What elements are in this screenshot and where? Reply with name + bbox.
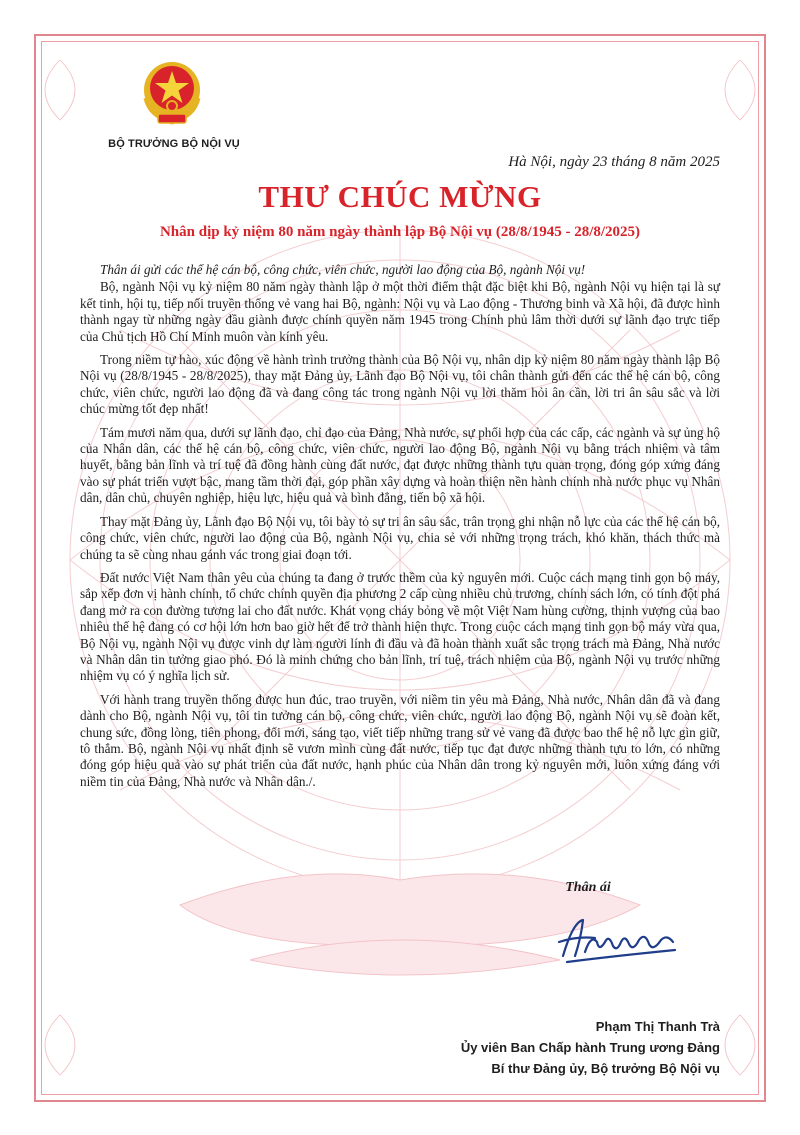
date-line: Hà Nội, ngày 23 tháng 8 năm 2025	[508, 154, 720, 170]
handwritten-signature	[555, 912, 695, 972]
signer-name: Phạm Thị Thanh Trà	[595, 1019, 720, 1034]
signer-position: Bí thư Đảng ủy, Bộ trưởng Bộ Nội vụ	[491, 1061, 720, 1076]
closing-phrase: Thân ái	[565, 880, 611, 895]
paragraph: Bộ, ngành Nội vụ kỷ niệm 80 năm ngày thành lập ở một thời điểm thật đặc biệt khi Bộ, ngành Nội vụ hiện tại là sự kết tinh, hội tụ, tiếp nối truyền thống vẻ vang hai Bộ, ngành: Nội vụ và Lao động - Thương binh và Xã hội, đã được hình thành ngay từ những ngày đầu giành được chính quyền năm 1945 trong Chính phủ lâm thời dưới sự lãnh đạo trực tiếp của Chủ tịch Hồ Chí Minh muôn vàn kính yêu.	[80, 279, 720, 344]
greeting: Thân ái gửi các thế hệ cán bộ, công chức, viên chức, người lao động của Bộ, ngành Nội vụ!	[100, 262, 586, 277]
paragraph: Trong niềm tự hào, xúc động về hành trình trưởng thành của Bộ Nội vụ, nhân dịp kỷ niệm 80 năm ngày thành lập Bộ Nội vụ (28/8/1945 - 28/8/2025), thay mặt Đảng ủy, Lãnh đạo Bộ Nội vụ, tôi chân thành gửi đến các thế hệ cán bộ, công chức, viên chức, người lao động đã và đang công tác trong ngành Nội vụ lời thăm hỏi ân cần, lời tri ân sâu sắc và lời chúc mừng tốt đẹp nhất!	[80, 352, 720, 417]
paragraph: Thay mặt Đảng ủy, Lãnh đạo Bộ Nội vụ, tôi bày tỏ sự tri ân sâu sắc, trân trọng ghi nhận nỗ lực của các thế hệ cán bộ, công chức, viên chức, người lao động của Bộ, ngành Nội vụ, chia sẻ với những trọng trách, khó khăn, thách thức mà chúng ta sẽ cùng nhau gánh vác trong giai đoạn tới.	[80, 513, 720, 562]
letter-body	[80, 262, 720, 797]
paragraph: Tám mươi năm qua, dưới sự lãnh đạo, chỉ đạo của Đảng, Nhà nước, sự phối hợp của các cấp, các ngành và sự ủng hộ của Nhân dân, các thế hệ cán bộ, công chức, viên chức, người lao động Bộ, ngành Nội vụ bằng trách nhiệm và tâm huyết, bằng bản lĩnh và trí tuệ đã đồng hành cùng đất nước, đạt được những thành tựu quan trọng, đóng góp xứng đáng vào sự phát triển vượt bậc, mang tầm thời đại, góp phần xây dựng và hoàn thiện nền hành chính nhà nước phục vụ Nhân dân, dân chủ, chuyên nghiệp, hiệu lực, hiệu quả và bình đẳng, tiến bộ xã hội.	[80, 424, 720, 506]
national-emblem-icon	[140, 58, 204, 128]
letter-title: THƯ CHÚC MỪNG	[258, 179, 542, 214]
paragraph: Đất nước Việt Nam thân yêu của chúng ta đang ở trước thềm của kỷ nguyên mới. Cuộc cách mạng tinh gọn bộ máy, sắp xếp đơn vị hành chính, tổ chức chính quyền địa phương 2 cấp cùng nhiều chủ trương, chính sách lớn, có tính đột phá đang mở ra con đường tương lai cho đất nước. Khát vọng cháy bỏng về một Việt Nam hùng cường, thịnh vượng của bao nhiêu thế hệ đang có cơ hội lớn hơn bao giờ hết để trở thành hiện thực. Trong cuộc cách mạng tinh gọn bộ máy vừa qua, Bộ Nội vụ, ngành Nội vụ được vinh dự làm người lính đi đầu và đã hoàn thành xuất sắc trọng trách mà Đảng, Nhà nước và Nhân dân tin tưởng giao phó. Đó là minh chứng cho bản lĩnh, trí tuệ, trách nhiệm của Bộ, ngành Nội vụ trước những nhiệm vụ có ý nghĩa lịch sử.	[80, 569, 720, 684]
issuing-authority: BỘ TRƯỞNG BỘ NỘI VỤ	[108, 138, 240, 150]
letter-subtitle: Nhân dịp kỷ niệm 80 năm ngày thành lập Bộ Nội vụ (28/8/1945 - 28/8/2025)	[159, 224, 641, 240]
paragraph: Với hành trang truyền thống được hun đúc, trao truyền, với niềm tin yêu mà Đảng, Nhà nước, Nhân dân đã và đang dành cho Bộ, ngành Nội vụ, tôi tin tưởng cán bộ, công chức, viên chức, người lao động Bộ, ngành Nội vụ sẽ đoàn kết, chung sức, đồng lòng, tiên phong, đổi mới, sáng tạo, viết tiếp những trang sử vẻ vang đã được bao thế hệ nỗ lực gìn giữ, tô thắm. Bộ, ngành Nội vụ nhất định sẽ vươn mình cùng đất nước, tiếp tục đạt được những thành tựu to lớn, có những đóng góp hiệu quả vào sự phát triển của đất nước, hạnh phúc của Nhân dân trong kỷ nguyên mới, luôn xứng đáng với niềm tin của Đảng, Nhà nước và Nhân dân./.	[80, 691, 720, 789]
signer-position: Ủy viên Ban Chấp hành Trung ương Đảng	[460, 1040, 720, 1055]
signer-block	[380, 1016, 720, 1079]
